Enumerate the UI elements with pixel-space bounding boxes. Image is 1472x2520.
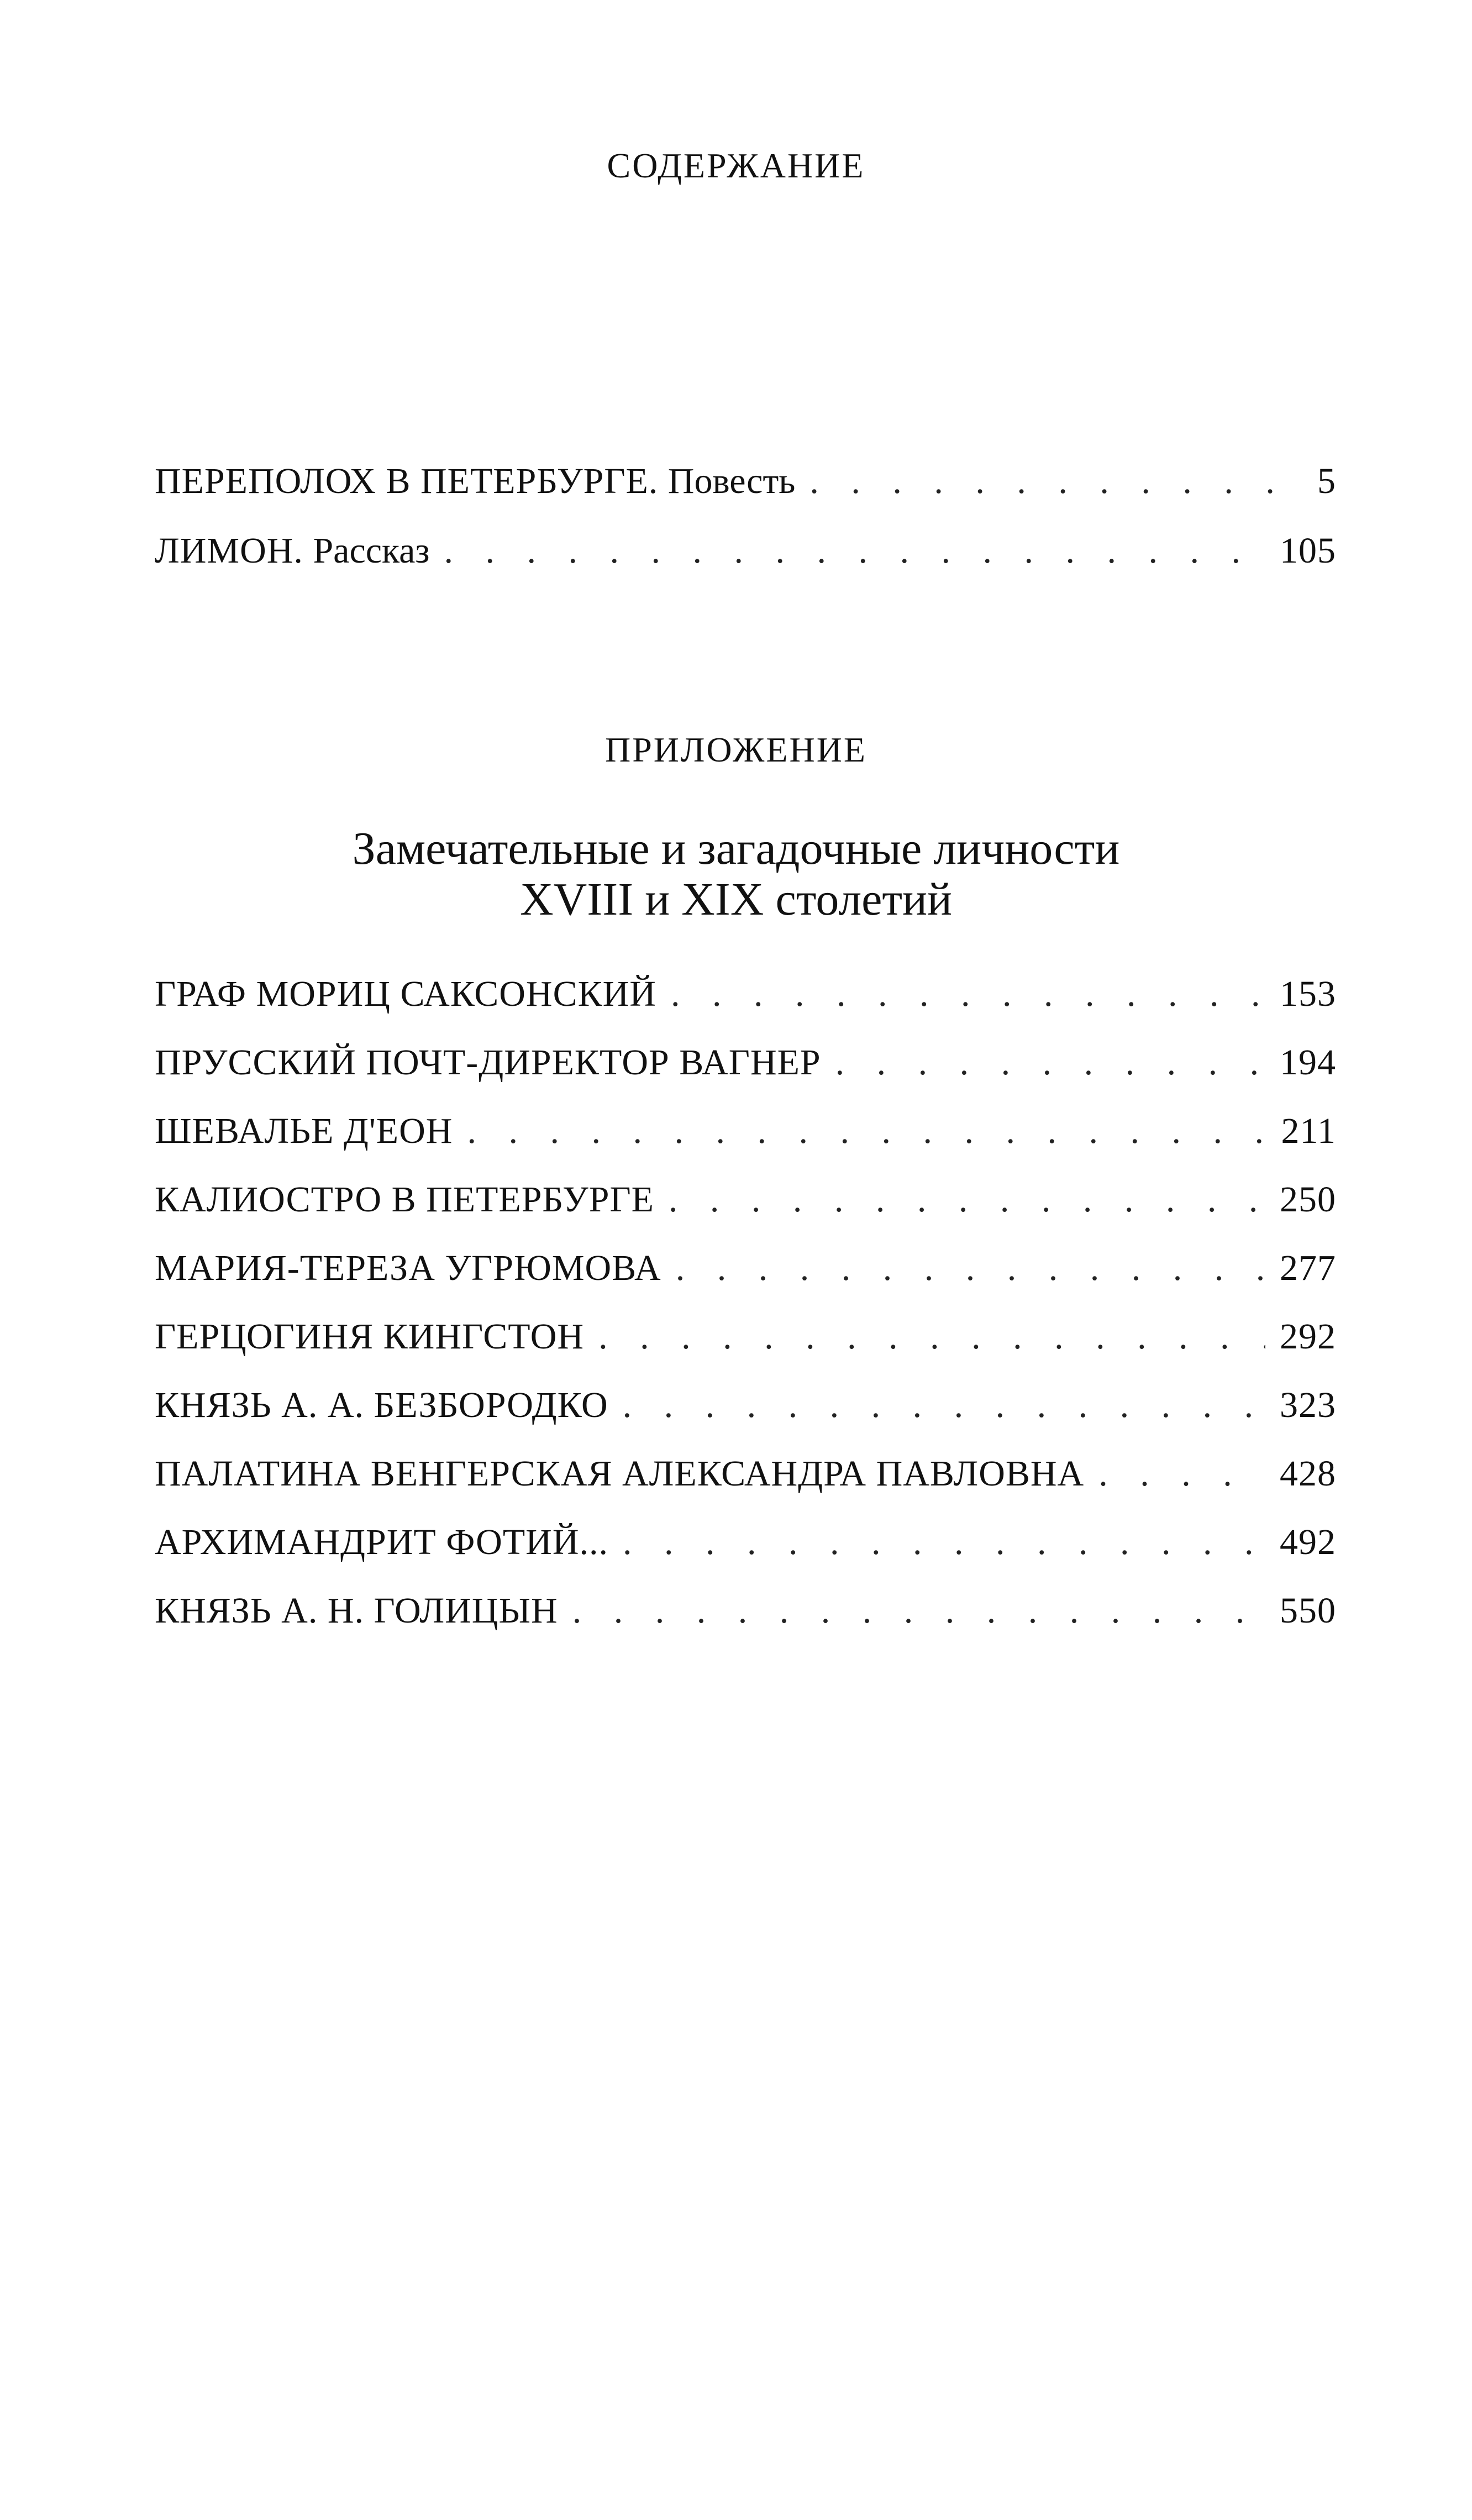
toc-entry-page: 277 xyxy=(1280,1248,1336,1288)
dot-leader xyxy=(598,1319,1265,1355)
toc-entry[interactable] xyxy=(155,1524,1336,1593)
toc-entry-title: ПЕРЕПОЛОХ В ПЕТЕРБУРГЕ. Повесть xyxy=(155,461,796,501)
toc-entry-page: 105 xyxy=(1280,531,1336,571)
toc-entry-page: 428 xyxy=(1280,1453,1336,1494)
toc-entry-title: КНЯЗЬ А. Н. ГОЛИЦЫН xyxy=(155,1590,558,1631)
dot-leader xyxy=(623,1387,1265,1424)
toc-entry-page: 153 xyxy=(1280,974,1336,1014)
toc-entry-title: ПРУССКИЙ ПОЧТ-ДИРЕКТОР ВАГНЕР xyxy=(155,1042,821,1083)
dot-leader xyxy=(835,1044,1265,1081)
toc-entry-title: ГЕРЦОГИНЯ КИНГСТОН xyxy=(155,1316,585,1357)
main-toc-list xyxy=(155,463,1336,602)
appendix-toc-list xyxy=(155,976,1336,1661)
toc-entry-title: АРХИМАНДРИТ ФОТИЙ... xyxy=(155,1522,608,1562)
toc-entry-page: 550 xyxy=(1280,1590,1336,1631)
toc-entry[interactable] xyxy=(155,533,1336,602)
dot-leader xyxy=(676,1250,1265,1287)
toc-entry[interactable] xyxy=(155,463,1336,533)
toc-entry[interactable] xyxy=(155,1316,1336,1387)
toc-entry-title: ГРАФ МОРИЦ САКСОНСКИЙ xyxy=(155,974,656,1014)
toc-entry-title: ЛИМОН. Рассказ xyxy=(155,531,430,571)
toc-entry-title: ПАЛАТИНА ВЕНГЕРСКАЯ АЛЕКСАНДРА ПАВЛОВНА xyxy=(155,1453,1085,1494)
toc-entry-page: 5 xyxy=(1317,461,1336,501)
toc-entry[interactable] xyxy=(155,1179,1336,1250)
dot-leader xyxy=(467,1113,1266,1149)
toc-entry-page: 250 xyxy=(1280,1179,1336,1220)
toc-entry[interactable] xyxy=(155,1113,1336,1182)
toc-entry-title: МАРИЯ-ТЕРЕЗА УГРЮМОВА xyxy=(155,1248,661,1288)
dot-leader xyxy=(671,976,1265,1012)
toc-entry-page: 292 xyxy=(1280,1316,1336,1357)
toc-entry-page: 211 xyxy=(1281,1111,1336,1151)
dot-leader xyxy=(809,463,1289,500)
dot-leader xyxy=(444,533,1265,569)
appendix-subtitle xyxy=(0,823,1472,925)
toc-entry-title: КНЯЗЬ А. А. БЕЗБОРОДКО xyxy=(155,1385,608,1425)
dot-leader xyxy=(669,1182,1265,1218)
contents-heading: СОДЕРЖАНИЕ xyxy=(607,146,865,185)
appendix-subtitle-line: Замечательные и загадочные личности xyxy=(352,823,1120,874)
toc-entry-page: 492 xyxy=(1280,1522,1336,1562)
toc-entry-title: КАЛИОСТРО В ПЕТЕРБУРГЕ xyxy=(155,1179,654,1220)
toc-entry[interactable] xyxy=(155,1590,1336,1661)
toc-entry[interactable] xyxy=(155,1044,1336,1113)
appendix-subtitle-line: XVIII и XIX столетий xyxy=(519,874,953,925)
toc-entry-page: 194 xyxy=(1280,1042,1336,1083)
toc-entry-title: ШЕВАЛЬЕ Д'ЕОН xyxy=(155,1111,453,1151)
dot-leader xyxy=(572,1593,1265,1629)
appendix-heading: ПРИЛОЖЕНИЕ xyxy=(604,730,868,769)
dot-leader xyxy=(623,1524,1265,1561)
toc-entry[interactable] xyxy=(155,1250,1336,1319)
toc-entry[interactable] xyxy=(155,1453,1336,1524)
dot-leader xyxy=(1098,1456,1265,1492)
toc-entry[interactable] xyxy=(155,1387,1336,1456)
toc-entry[interactable] xyxy=(155,976,1336,1044)
toc-entry-page: 323 xyxy=(1280,1385,1336,1425)
